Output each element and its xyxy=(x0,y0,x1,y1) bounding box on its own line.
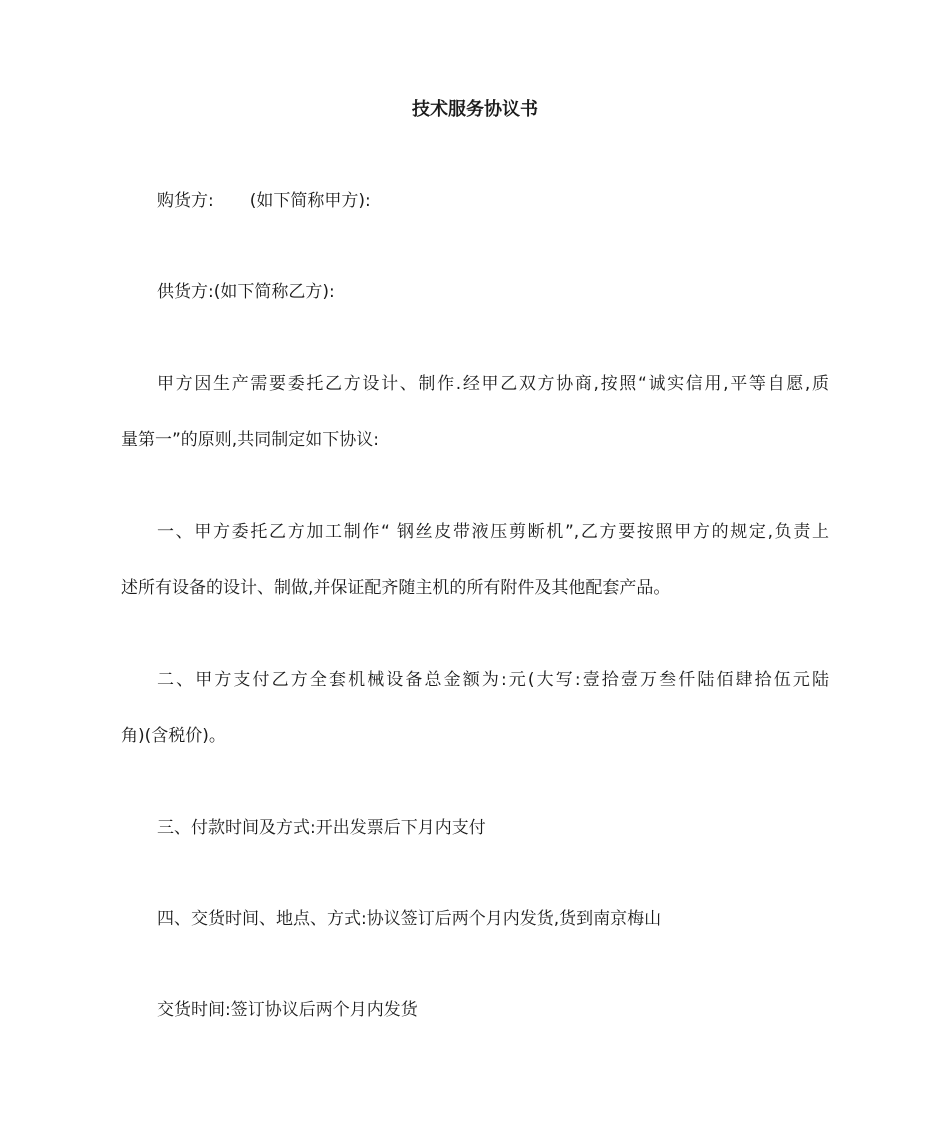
buyer-line xyxy=(157,188,371,214)
document-title: 技术服务协议书 xyxy=(412,99,538,120)
buyer-note: (如下简称甲方): xyxy=(249,191,371,211)
clause3-line: 三、付款时间及方式:开出发票后下月内支付 xyxy=(157,818,486,838)
clause1-line2: 述所有设备的设计、制做,并保证配齐随主机的所有附件及其他配套产品。 xyxy=(121,578,671,598)
clause2-line1: 二、甲方支付乙方全套机械设备总金额为:元(大写:壹拾壹万叁仟陆佰肆拾伍元陆 xyxy=(157,670,829,690)
clause4-line: 四、交货时间、地点、方式:协议签订后两个月内发货,货到南京梅山 xyxy=(157,909,662,929)
clause1-line1: 一、甲方委托乙方加工制作“ 钢丝皮带液压剪断机”,乙方要按照甲方的规定,负责上 xyxy=(157,522,829,542)
buyer-label: 购货方: xyxy=(157,191,214,211)
delivery-time-line: 交货时间:签订协议后两个月内发货 xyxy=(157,1000,418,1020)
supplier-line: 供货方:(如下简称乙方): xyxy=(157,282,335,302)
intro-paragraph-line2: 量第一”的原则,共同制定如下协议: xyxy=(121,430,379,450)
clause2-line2: 角)(含税价)。 xyxy=(121,726,226,746)
intro-paragraph-line1: 甲方因生产需要委托乙方设计、制作.经甲乙双方协商,按照“诚实信用,平等自愿,质 xyxy=(157,374,829,394)
